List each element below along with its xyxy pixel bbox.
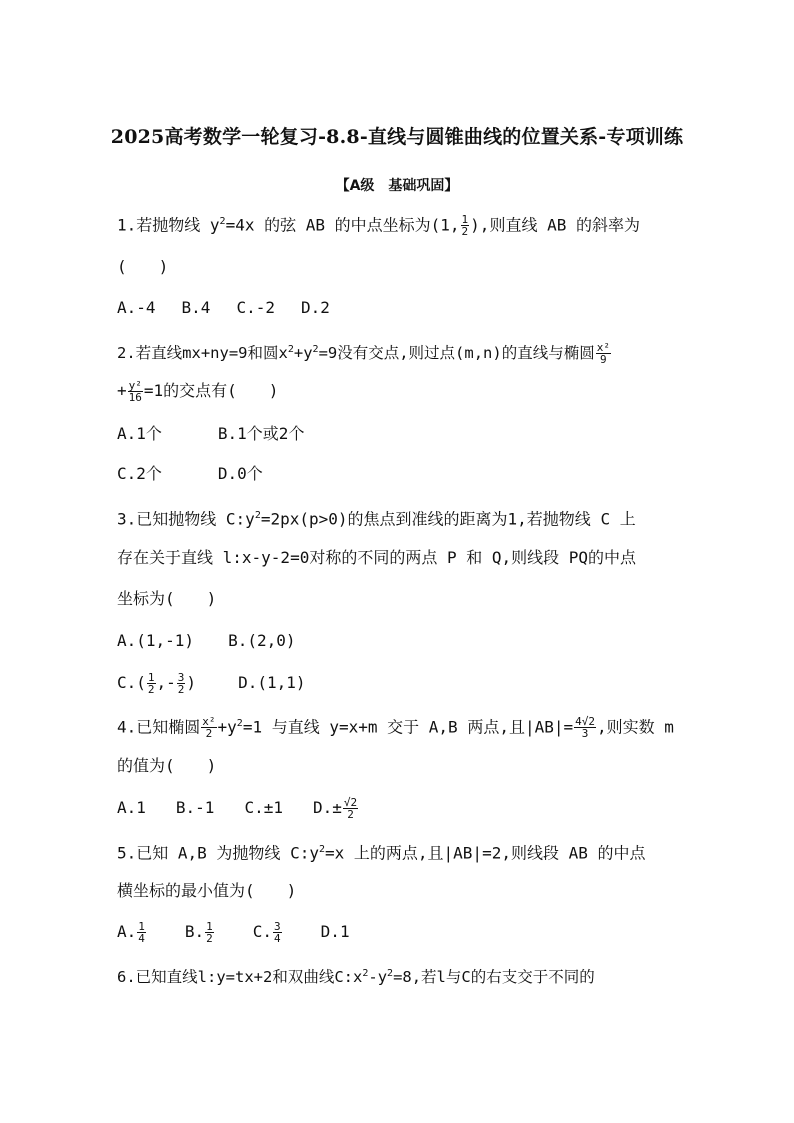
- fraction: $\frac{\text{y²}}{16}$: [128, 379, 142, 404]
- question-5-stem-line2: 横坐标的最小值为( ): [117, 881, 297, 900]
- option-b: B.(2,0): [228, 631, 296, 650]
- option-b: B. $\frac{1}{2}$: [184, 920, 213, 945]
- question-3-stem-line3: 坐标为( ): [117, 589, 217, 608]
- option-d: D.2: [300, 298, 330, 317]
- question-3-stem-line1: 3.已知抛物线 $C:y^2=2px(p>0)$的焦点到准线的距离为1,若抛物线 C 上: [117, 509, 636, 529]
- question-1-paren: ( ): [117, 257, 169, 276]
- section-level-heading: 【A级 基础巩固】: [335, 178, 459, 194]
- option-c: C.2个: [117, 464, 162, 483]
- question-5-options: [117, 921, 350, 944]
- question-2-options-row2: [117, 464, 263, 484]
- fraction: $\frac{\text{x²}}{9}$: [596, 341, 610, 367]
- option-a: A.1: [117, 798, 146, 817]
- fraction: $\frac{4√2}{3}$: [575, 715, 595, 741]
- option-d: D.1: [320, 922, 350, 941]
- question-2-options-row1: [117, 424, 304, 444]
- option-d: D.± $\frac{√2}{2}$: [312, 796, 358, 821]
- question-2-stem-line1: 2.若直线mx+ny=9和圆$x^2+y^2=9$没有交点,则过点(m,n)的直线与椭圆 $\frac{\text{x²}}{9}$: [117, 341, 610, 367]
- option-c: C.-2: [236, 298, 275, 317]
- fraction: $\frac{3}{2}$: [177, 671, 185, 696]
- question-4-stem-line2: 的值为( ): [117, 756, 217, 775]
- fraction: $\frac{\text{x²}}{2}$: [202, 715, 216, 741]
- question-1-options: [117, 298, 330, 318]
- option-b: B.4: [181, 298, 211, 317]
- question-5-stem-line1: 5.已知 A,B 为抛物线 $C:y^2=x$ 上的两点,且|AB|=2,则线段 AB 的中点: [117, 843, 646, 863]
- fraction: $\frac{1}{2}$: [147, 671, 155, 696]
- fraction: $\frac{1}{4}$: [138, 920, 145, 945]
- question-3-options-row2: [117, 672, 306, 695]
- question-2-stem-line2: + $\frac{\text{y²}}{16}$ =1的交点有( ): [117, 379, 279, 404]
- option-b: B.1个或2个: [217, 424, 305, 443]
- question-4-options: [117, 797, 359, 820]
- option-d: D.(1,1): [238, 673, 306, 692]
- document-title: 2025高考数学一轮复习-8.8-直线与圆锥曲线的位置关系-专项训练: [110, 126, 684, 148]
- option-c: C.( $\frac{1}{2}$ ,- $\frac{3}{2}$ ): [117, 671, 197, 696]
- option-a: A. $\frac{1}{4}$: [117, 920, 145, 945]
- option-a: A.-4: [117, 298, 156, 317]
- fraction: $\frac{1}{2}$: [206, 920, 213, 945]
- option-d: D.0个: [217, 464, 263, 483]
- option-c: C. $\frac{3}{4}$: [252, 920, 281, 945]
- option-c: C.±1: [244, 798, 283, 817]
- question-3-options-row1: [117, 631, 296, 651]
- option-a: A.1个: [117, 424, 162, 443]
- option-a: A.(1,-1): [117, 631, 195, 650]
- fraction: $\frac{3}{4}$: [274, 920, 281, 945]
- question-6-stem-line1: 6.已知直线l:y=tx+2和双曲线$C:x^2-y^2=8$,若l与C的右支交于不同的: [117, 968, 595, 987]
- fraction: $\frac{1}{2}$: [461, 213, 469, 239]
- question-3-stem-line2: 存在关于直线 l:x-y-2=0对称的不同的两点 P 和 Q,则线段 PQ的中点: [117, 548, 637, 567]
- question-1-stem: 1.若抛物线 $y^2=4x$ 的弦 AB 的中点坐标为(1, $\frac{1}{2}$ ),则直线 AB 的斜率为: [117, 213, 640, 239]
- fraction: $\frac{√2}{2}$: [343, 796, 358, 821]
- question-4-stem-line1: 4.已知椭圆 $\frac{\text{x²}}{2}$ $+y^2=1$ 与直线 y=x+m 交于 A,B 两点,且|AB|= $\frac{4√2}{3}$ ,则实数 m: [117, 715, 674, 741]
- option-b: B.-1: [175, 798, 215, 817]
